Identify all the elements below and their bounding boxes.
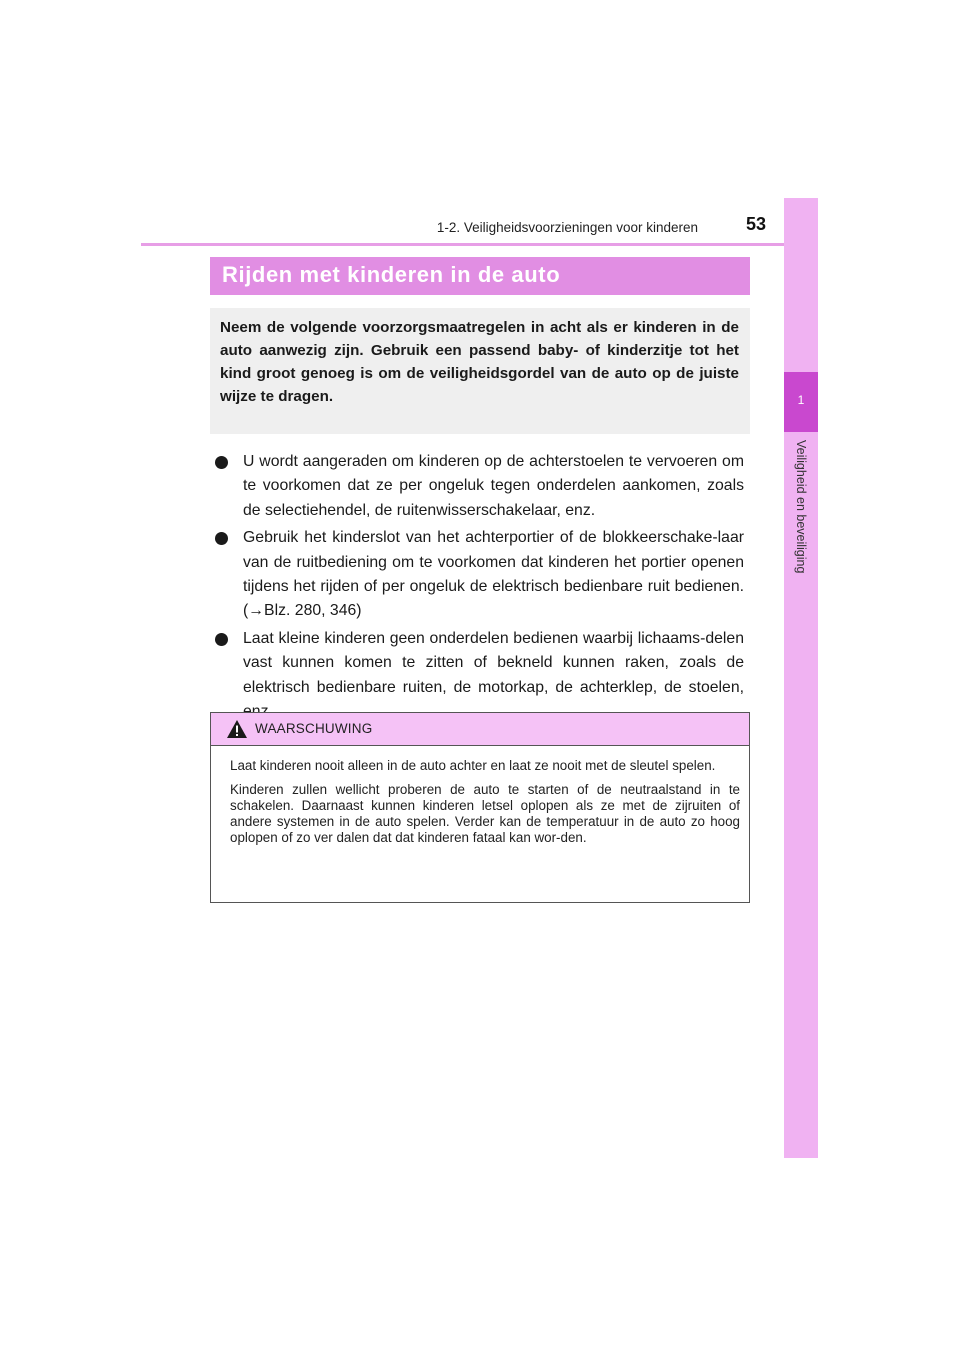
chapter-title: Veiligheid en beveiliging (794, 440, 808, 574)
bullet-icon (215, 532, 228, 545)
chapter-side-tab (784, 198, 818, 1158)
warning-triangle-icon (226, 719, 248, 739)
warning-paragraph: Kinderen zullen wellicht proberen de auto te starten of de neutraalstand in te schakelen. Daarnaast kunnen kinderen letsel oplopen als ze met de zijruiten of andere systemen in de auto spelen. Verder kan de temperatuur in de auto zo hoog oplopen of zo ver dalen dat dat kinderen fataal kan wor-den. (230, 782, 740, 845)
list-item (214, 450, 744, 523)
bullet-text: U wordt aangeraden om kinderen op de achterstoelen te vervoeren om te voorkomen dat ze per ongeluk tegen onderdelen aankomen, zoals de selectiehendel, de ruitenwisserschakelaar, enz. (243, 453, 744, 519)
warning-title: WAARSCHUWING (255, 721, 373, 736)
list-item (214, 627, 744, 725)
warning-header (211, 713, 749, 746)
warning-box (210, 712, 750, 903)
page-number: 53 (746, 214, 767, 234)
bullet-list (214, 450, 744, 727)
intro-box (210, 308, 750, 434)
bullet-icon (215, 456, 228, 469)
bullet-text: Laat kleine kinderen geen onderdelen bedienen waarbij lichaams-delen vast kunnen komen te zitten of bekneld kunnen raken, zoals de elektrisch bedienbare ruiten, de motorkap, de achterklep, de stoelen, (243, 629, 744, 696)
warning-paragraph: Laat kinderen nooit alleen in de auto achter en laat ze nooit met de sleutel spelen. (230, 758, 716, 773)
intro-text: Neem de volgende voorzorgsmaatregelen in acht als er kinderen in de auto aanwezig zijn. Gebruik een passend baby- of kinderzitje tot het kind groot genoeg is om de veiligheidsgordel van de auto op de juiste wijze te dragen. (220, 319, 739, 405)
bullet-text: Gebruik het kinderslot van het achterportier of de blokkeerschake-laar van de ruitbediening om te voorkomen dat kinderen het portier openen tijdens het rijden of per ongeluk de elektrisch bedienbare ruit bedienen. (→Blz. 280, 346) (243, 529, 744, 620)
bullet-icon (215, 633, 228, 646)
list-item (214, 526, 744, 624)
warning-body (230, 758, 740, 854)
header-divider (141, 243, 790, 246)
running-header-section: 1-2. Veiligheidsvoorzieningen voor kinderen (436, 220, 698, 235)
chapter-number: 1 (797, 393, 805, 407)
section-title: Rijden met kinderen in de auto (222, 262, 561, 287)
section-title-bar (210, 257, 750, 295)
